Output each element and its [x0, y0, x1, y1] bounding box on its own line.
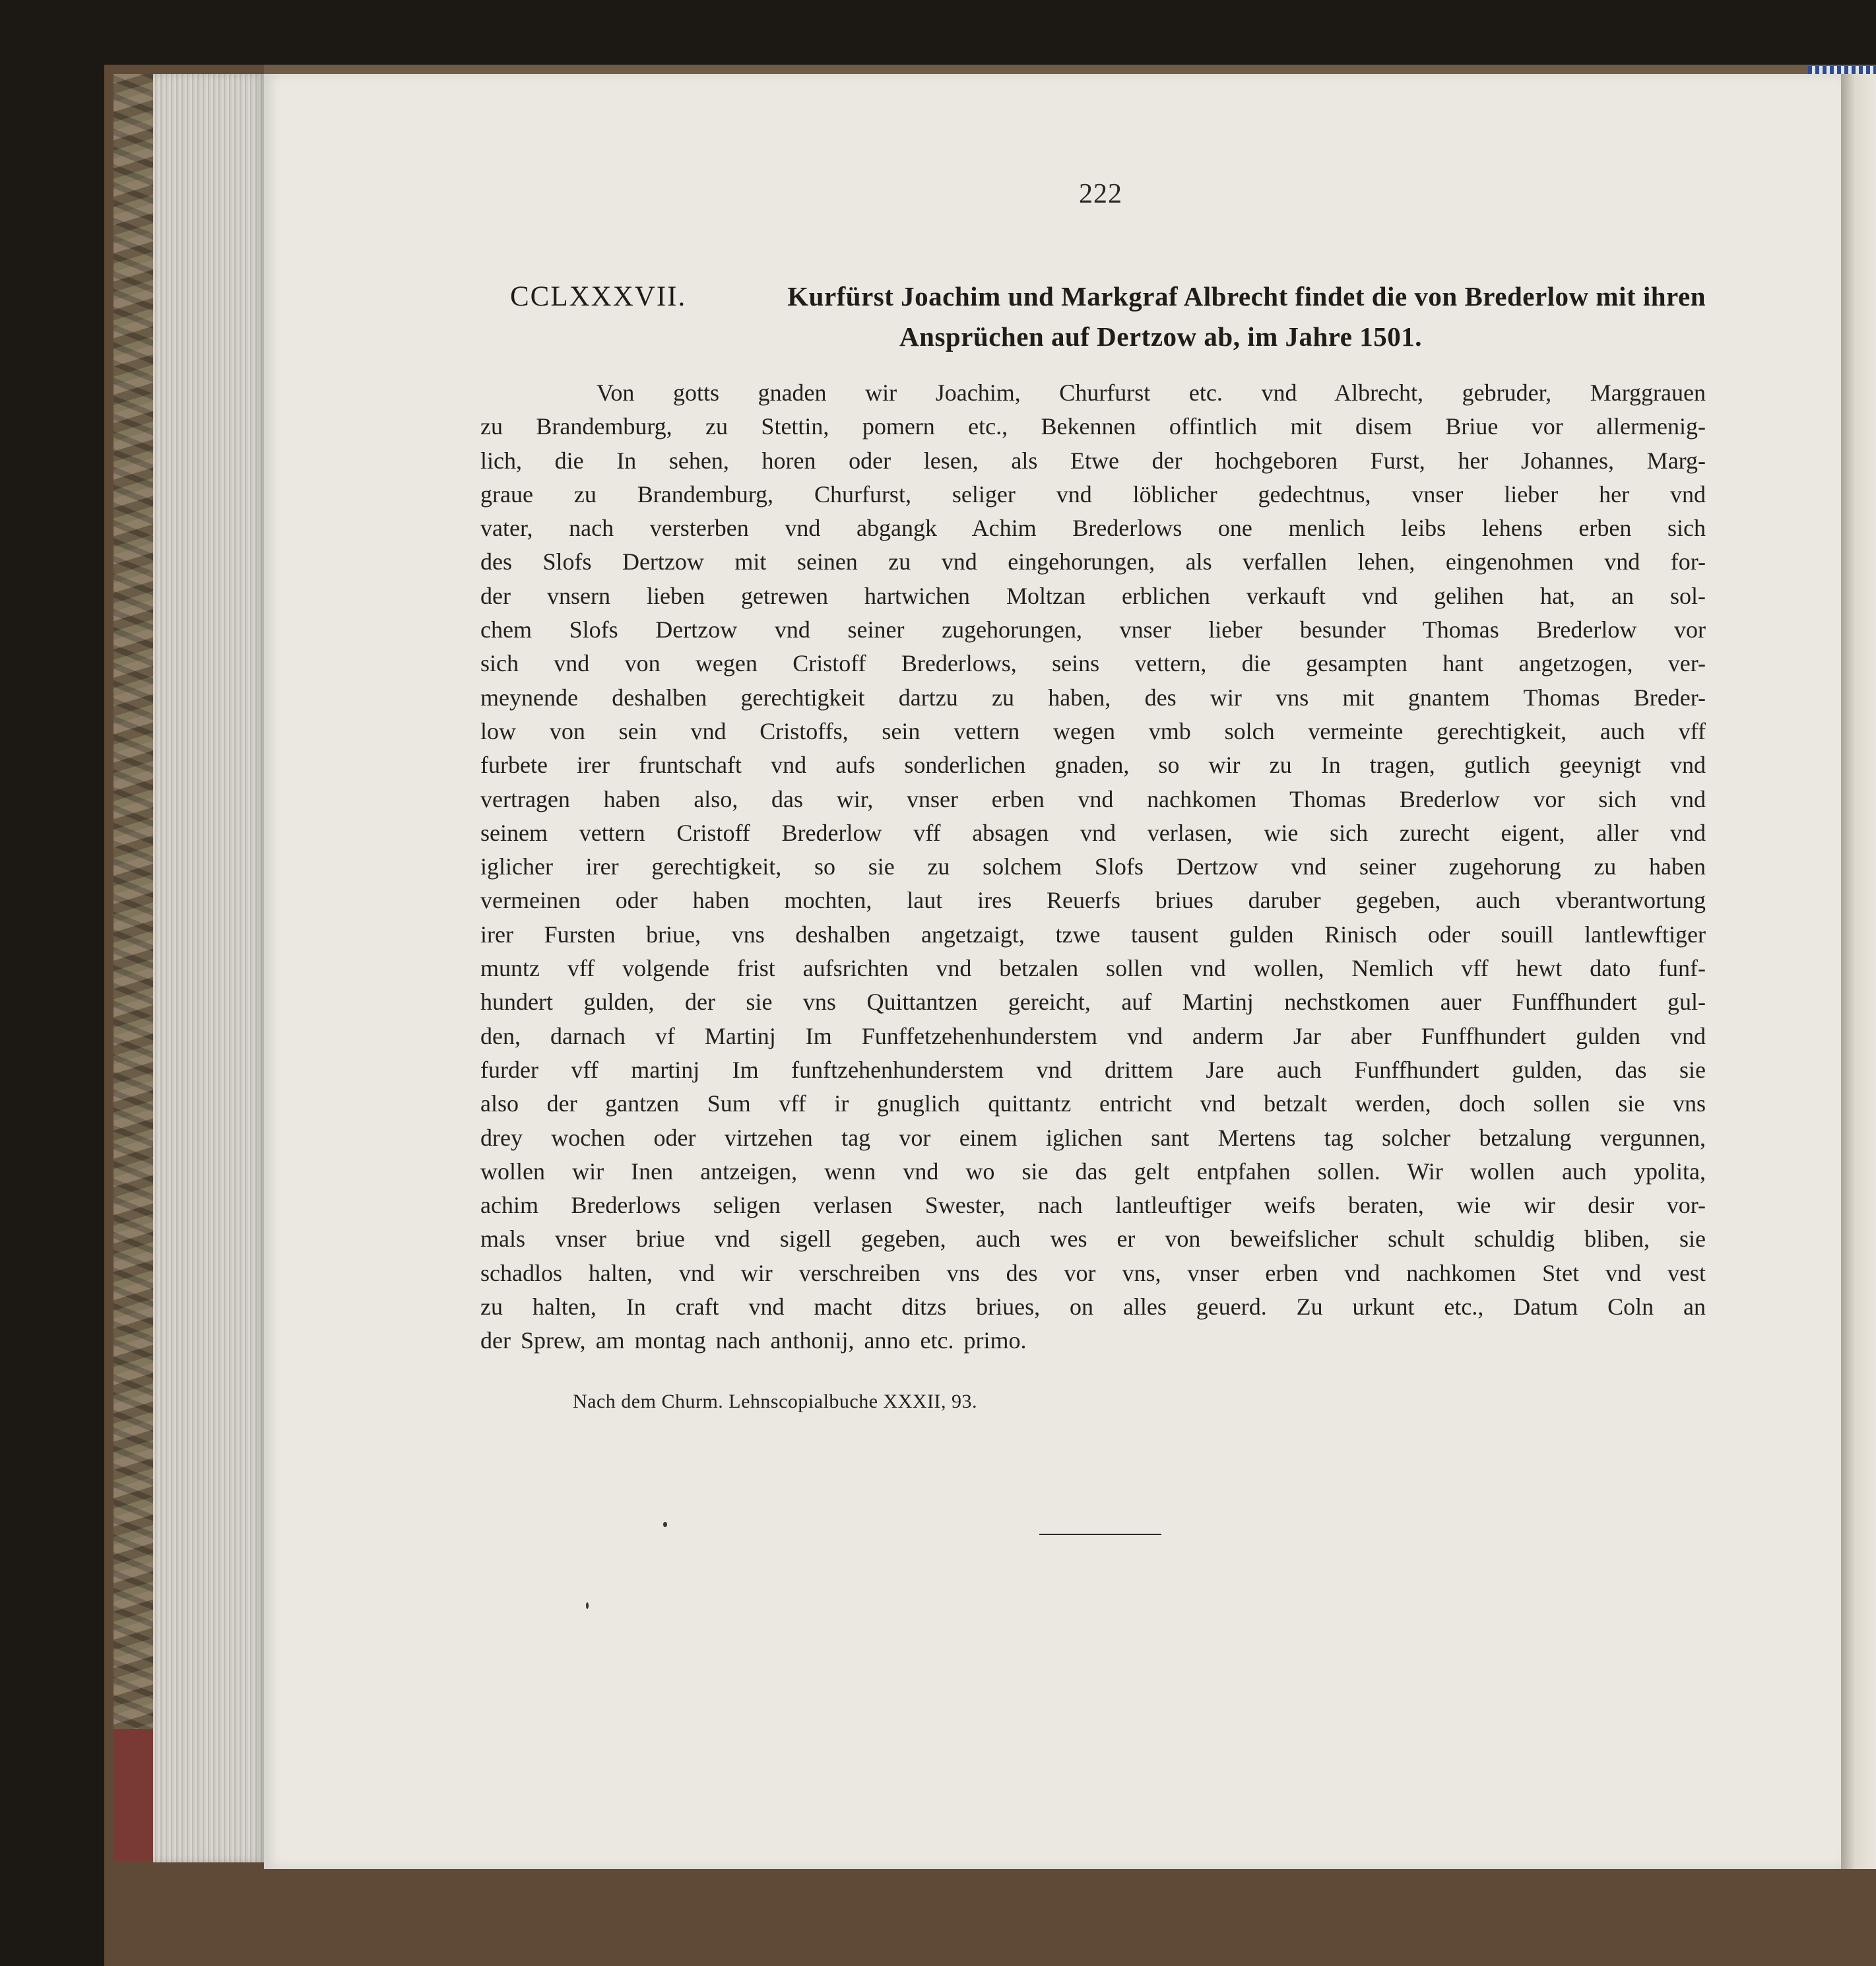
- text-line: vater, nach versterben vnd abgangk Achim Brederlows one menlich leibs lehens erben sich: [480, 515, 1706, 542]
- text-line: muntz vff volgende frist aufsrichten vnd betzalen sollen vnd wollen, Nemlich vff hewt dato funf-: [480, 955, 1706, 982]
- heading-title-line-1: Kurfürst Joachim und Markgraf Albrecht findet die von Brederlow mit ihren: [787, 281, 1706, 311]
- text-line: drey wochen oder virtzehen tag vor einem iglichen sant Mertens tag solcher betzalung vergunnen,: [480, 1124, 1706, 1151]
- page-number: 222: [1079, 179, 1122, 209]
- text-line: lich, die In sehen, horen oder lesen, als Etwe der hochgeboren Furst, her Johannes, Marg-: [480, 447, 1706, 474]
- text-line: der vnsern lieben getrewen hartwichen Moltzan erblichen verkauft vnd gelihen hat, an sol-: [480, 582, 1706, 609]
- paper-speck: [663, 1522, 667, 1527]
- text-line: wollen wir Inen antzeigen, wenn vnd wo sie das gelt entpfahen sollen. Wir wollen auch ypolita,: [480, 1158, 1706, 1185]
- text-line: low von sein vnd Cristoffs, sein vettern wegen vmb solch vermeinte gerechtigkeit, auch vff: [480, 717, 1706, 744]
- text-line: mals vnser briue vnd sigell gegeben, auch wes er von beweifslicher schult schuldig bliben, sie: [480, 1226, 1706, 1253]
- text-line: der Sprew, am montag nach anthonij, anno etc. primo.: [480, 1327, 1027, 1354]
- text-line: chem Slofs Dertzow vnd seiner zugehorungen, vnser lieber besunder Thomas Brederlow vor: [480, 616, 1706, 643]
- heading-title-line-2: Ansprüchen auf Dertzow ab, im Jahre 1501.: [899, 321, 1422, 352]
- text-line: des Slofs Dertzow mit seinen zu vnd eingehorungen, als verfallen lehen, eingenohmen vnd for-: [480, 548, 1706, 575]
- page-edges: [153, 74, 265, 1862]
- text-line: vertragen haben also, das wir, vnser erben vnd nachkomen Thomas Brederlow vor sich vnd: [480, 785, 1706, 812]
- text-line: furder vff martinj Im funftzehenhunderstem vnd drittem Jare auch Funffhundert gulden, das sie: [480, 1056, 1706, 1083]
- text-line: furbete irer fruntschaft vnd aufs sonderlichen gnaden, so wir zu In tragen, gutlich geeynigt vnd: [480, 752, 1706, 779]
- document-heading: [510, 280, 1706, 352]
- document-body: [480, 376, 1706, 1358]
- text-line: vermeinen oder haben mochten, laut ires Reuerfs briues daruber gegeben, auch vberantwortung: [480, 887, 1706, 914]
- text-line: schadlos halten, vnd wir verschreiben vns des vor vns, vnser erben vnd nachkomen Stet vnd vest: [480, 1259, 1706, 1286]
- end-rule: [1039, 1534, 1161, 1535]
- text-line: hundert gulden, der sie vns Quittantzen gereicht, auf Martinj nechstkomen auer Funffhundert gul-: [480, 989, 1706, 1016]
- text-line: sich vnd von wegen Cristoff Brederlows, seins vettern, die gesampten hant angetzogen, ver-: [480, 650, 1706, 677]
- document-number: CCLXXXVII.: [510, 281, 687, 312]
- text-line: achim Brederlows seligen verlasen Swester, nach lantleuftiger weifs beraten, wie wir desir vor-: [480, 1192, 1706, 1219]
- text-line: graue zu Brandemburg, Churfurst, seliger vnd löblicher gedechtnus, vnser lieber her vnd: [480, 480, 1706, 508]
- gutter-next-page: [1841, 74, 1876, 1869]
- text-line: Von gotts gnaden wir Joachim, Churfurst etc. vnd Albrecht, gebruder, Marggrauen: [597, 379, 1706, 406]
- text-line: seinem vettern Cristoff Brederlow vff absagen vnd verlasen, wie sich zurecht eigent, aller vnd: [480, 819, 1706, 846]
- text-line: zu Brandemburg, zu Stettin, pomern etc., Bekennen offintlich mit disem Briue vor allermenig-: [480, 413, 1706, 440]
- text-line: den, darnach vf Martinj Im Funffetzehenhunderstem vnd anderm Jar aber Funffhundert gulden vnd: [480, 1022, 1706, 1049]
- source-note: Nach dem Churm. Lehnscopialbuche XXXII, 93.: [573, 1391, 978, 1412]
- text-line: zu halten, In craft vnd macht ditzs briues, on alles geuerd. Zu urkunt etc., Datum Coln an: [480, 1294, 1706, 1321]
- text-line: iglicher irer gerechtigkeit, so sie zu solchem Slofs Dertzow vnd seiner zugehorung zu haben: [480, 853, 1706, 880]
- text-line: also der gantzen Sum vff ir gnuglich quittantz entricht vnd betzalt werden, doch sollen sie vns: [480, 1090, 1706, 1117]
- paper-speck: [586, 1602, 589, 1609]
- text-line: irer Fursten briue, vns deshalben angetzaigt, tzwe tausent gulden Rinisch oder souill lantlewftiger: [480, 921, 1706, 948]
- text-line: meynende deshalben gerechtigkeit dartzu zu haben, des wir vns mit gnantem Thomas Breder-: [480, 684, 1706, 711]
